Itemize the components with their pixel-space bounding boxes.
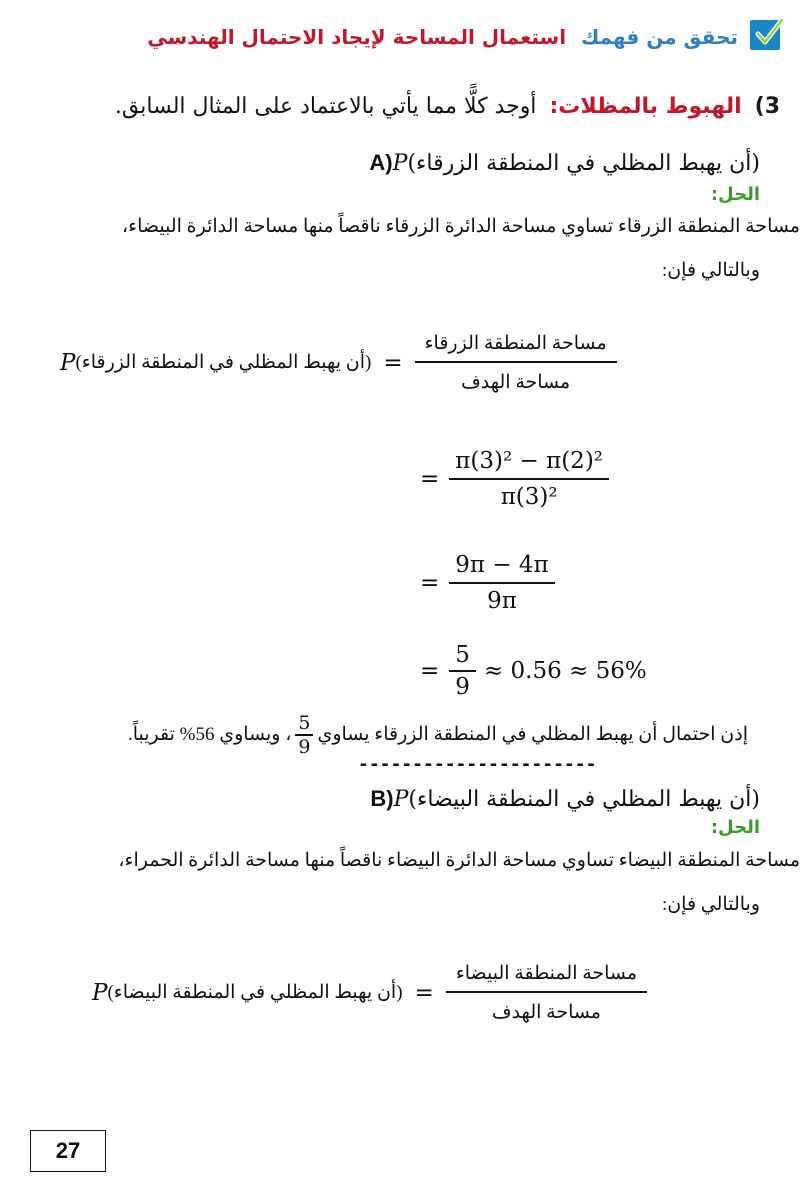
conclusion-fraction xyxy=(295,712,313,758)
checkmark-svg xyxy=(752,16,786,50)
page-number: 27 xyxy=(30,1130,106,1172)
eqb1-fraction xyxy=(446,962,647,1024)
eq4-denominator: 9 xyxy=(455,673,470,700)
part-b-heading xyxy=(60,782,760,817)
prob-symbol: P xyxy=(392,151,408,176)
part-b-prob-text: (أن يهبط المظلي في المنطقة البيضاء) xyxy=(408,787,760,812)
prob-symbol: P xyxy=(60,349,76,376)
equation-3 xyxy=(420,552,555,614)
equals-sign: = xyxy=(420,465,440,492)
part-a-prob-text: (أن يهبط المظلي في المنطقة الزرقاء) xyxy=(407,151,760,176)
eq2-fraction xyxy=(449,448,609,510)
part-a-heading xyxy=(60,146,760,181)
part-a-paragraph-line1: مساحة المنطقة الزرقاء تساوي مساحة الدائرة الزرقاء ناقصاً منها مساحة الدائرة البيضاء، xyxy=(122,216,800,237)
eq4-approximation: ≈ 0.56 ≈ 56% xyxy=(483,657,647,684)
equals-sign: = xyxy=(420,657,440,684)
eqb1-lhs-text: (أن يهبط المظلي في المنطقة البيضاء) xyxy=(107,982,403,1004)
part-b-solution-label: الحل: xyxy=(710,817,760,838)
part-b-paragraph-line1: مساحة المنطقة البيضاء تساوي مساحة الدائرة البيضاء ناقصاً منها مساحة الدائرة الحمراء، xyxy=(118,850,800,871)
eq2-numerator: π(3)² − π(2)² xyxy=(455,448,604,474)
eq1-denominator: مساحة الهدف xyxy=(461,371,571,393)
equation-1 xyxy=(60,332,617,394)
section-header xyxy=(38,22,738,52)
equation-4 xyxy=(420,642,647,700)
prob-symbol: P xyxy=(393,787,409,812)
conclusion-start: إذن احتمال أن يهبط المظلي في المنطقة الزرقاء يساوي xyxy=(317,724,748,746)
equals-sign: = xyxy=(414,979,434,1006)
conclusion-frac-den: 9 xyxy=(298,735,311,758)
eq3-numerator: 9π − 4π xyxy=(455,552,549,578)
exercise-instruction: أوجد كلًّا مما يأتي بالاعتماد على المثال السابق. xyxy=(114,94,537,119)
part-b-paragraph-line2: وبالتالي فإن: xyxy=(661,894,760,915)
part-a-paragraph-line2: وبالتالي فإن: xyxy=(661,260,760,281)
eq2-denominator: π(3)² xyxy=(500,483,558,510)
equation-b1 xyxy=(92,962,647,1024)
eq3-fraction xyxy=(449,552,554,614)
eq1-fraction xyxy=(415,332,617,394)
eqb1-denominator: مساحة الهدف xyxy=(491,1001,601,1023)
part-a-conclusion xyxy=(128,712,748,758)
conclusion-end: ، ويساوي 56% تقريباً. xyxy=(127,724,292,746)
conclusion-frac-num: 5 xyxy=(298,712,311,734)
eqb1-numerator: مساحة المنطقة البيضاء xyxy=(455,963,638,984)
part-a-letter: A) xyxy=(369,150,393,175)
check-icon xyxy=(750,20,780,50)
eq4-numerator: 5 xyxy=(455,642,470,668)
eq3-denominator: 9π xyxy=(487,587,517,614)
section-title: استعمال المساحة لإيجاد الاحتمال الهندسي xyxy=(147,25,567,49)
eq4-fraction xyxy=(449,642,476,700)
exercise-heading xyxy=(10,90,780,124)
equals-sign: = xyxy=(383,349,403,376)
exercise-number: 3) xyxy=(754,94,780,119)
check-understanding-label: تحقق من فهمك xyxy=(581,25,738,49)
eq1-numerator: مساحة المنطقة الزرقاء xyxy=(424,333,607,354)
equals-sign: = xyxy=(420,569,440,596)
eq1-lhs-text: (أن يهبط المظلي في المنطقة الزرقاء) xyxy=(75,352,372,374)
exercise-heading-label: الهبوط بالمظلات: xyxy=(549,94,742,119)
part-b-letter: B) xyxy=(370,786,394,811)
prob-symbol: P xyxy=(92,979,108,1006)
dashed-separator: ---------------------- xyxy=(358,758,597,772)
part-a-solution-label: الحل: xyxy=(710,184,760,205)
equation-2 xyxy=(420,448,609,510)
